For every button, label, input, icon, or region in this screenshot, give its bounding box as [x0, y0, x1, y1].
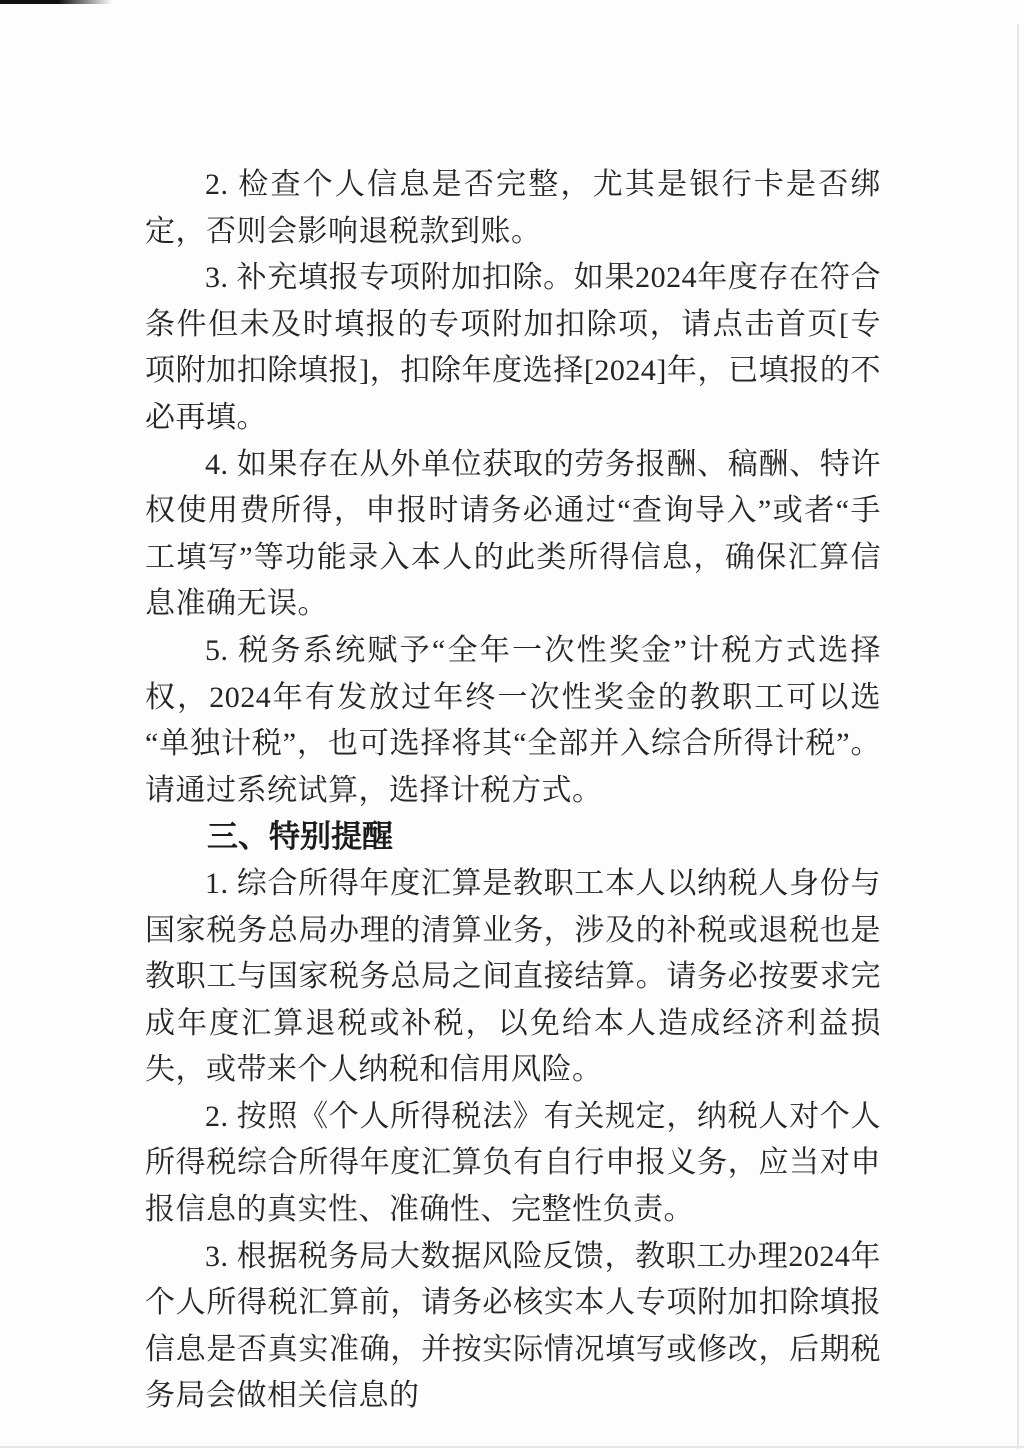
- paragraph-reminder-verify-deductions: 3. 根据税务局大数据风险反馈，教职工办理2024年个人所得税汇算前，请务必核实本人专项附加扣除填报信息是否真实准确，并按实际情况填写或修改，后期税务局会做相关信息的: [145, 1239, 881, 1413]
- section-heading-special-reminders: 三、特别提醒: [207, 819, 393, 855]
- paragraph-external-income: 4. 如果存在从外单位获取的劳务报酬、稿酬、特许权使用费所得，申报时请务必通过“查询导入”或者“手工填写”等功能录入本人的此类所得信息，确保汇算信息准确无误。: [145, 447, 881, 621]
- paragraph-reminder-legal-duty: 2. 按照《个人所得税法》有关规定，纳税人对个人所得税综合所得年度汇算负有自行申报义务，应当对申报信息的真实性、准确性、完整性负责。: [145, 1099, 881, 1227]
- paragraph-supplement-deductions: 3. 补充填报专项附加扣除。如果2024年度存在符合条件但未及时填报的专项附加扣除项，请点击首页[专项附加扣除填报]，扣除年度选择[2024]年，已填报的不必再填。: [145, 261, 881, 434]
- document-body: [145, 162, 881, 1420]
- paragraph-check-personal-info: 2. 检查个人信息是否完整，尤其是银行卡是否绑定，否则会影响退税款到账。: [145, 168, 881, 248]
- page-edge-right: [1017, 24, 1019, 1449]
- scan-artifact-top-left: [0, 0, 112, 4]
- paragraph-annual-bonus-option: 5. 税务系统赋予“全年一次性奖金”计税方式选择权，2024年有发放过年终一次性奖金的教职工可以选“单独计税”，也可选择将其“全部并入综合所得计税”。请通过系统试算，选择计税方式。: [145, 633, 881, 807]
- paragraph-reminder-settlement: 1. 综合所得年度汇算是教职工本人以纳税人身份与国家税务总局办理的清算业务，涉及的补税或退税也是教职工与国家税务总局之间直接结算。请务必按要求完成年度汇算退税或补税，以免给本人造成经济利益损失，或带来个人纳税和信用风险。: [145, 866, 881, 1087]
- page-edge-bottom: [0, 1446, 1024, 1448]
